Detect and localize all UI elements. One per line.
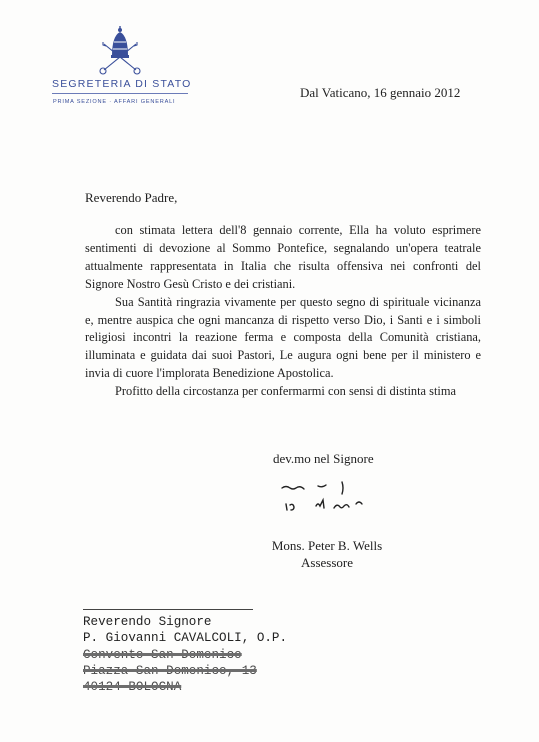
letterhead-subtitle: PRIMA SEZIONE · AFFARI GENERALI	[53, 99, 176, 105]
signer-role: Assessore	[301, 555, 353, 570]
letter-date: Dal Vaticano, 16 gennaio 2012	[300, 85, 461, 100]
address-line: Reverendo Signore	[83, 615, 212, 629]
address-line-redacted: Piazza San Domenico, 13	[83, 663, 257, 678]
paragraph-3: Profitto della circostanza per confermarmi con sensi di distinta stima	[115, 384, 456, 399]
address-line-redacted: 40124 BOLOGNA	[83, 680, 182, 695]
recipient-address	[83, 614, 287, 695]
papal-crest-icon	[98, 26, 142, 76]
signer-name: Mons. Peter B. Wells	[271, 538, 383, 553]
paragraph-2: Sua Santità ringrazia vivamente per questo segno di spirituale vicinanza e, mentre auspica che ogni mancanza di rispetto verso Dio, i Santi e i simboli religiosi incontri la reazione ferma e composta della Comunità cristiana, illuminata e guidata dai suoi Pastori, Le augura ogni bene per il ministero e invia di cuore l'implorata Benedizione Apostolica.	[85, 294, 481, 381]
paragraph-1: con stimata lettera dell'8 gennaio corrente, Ella ha voluto esprimere sentimenti di devozione al Sommo Pontefice, segnalando un'opera teatrale attualmente rappresentata in Italia che risulta offensiva nei confronti del Signore Nostro Gesù Cristo e dei cristiani.	[85, 223, 481, 291]
address-line: P. Giovanni CAVALCOLI, O.P.	[83, 631, 288, 646]
closing: dev.mo nel Signore	[273, 451, 374, 466]
letter-body	[85, 222, 481, 401]
salutation: Reverendo Padre,	[85, 190, 178, 205]
address-rule	[83, 609, 253, 610]
letterhead-rule	[52, 93, 188, 94]
letterhead-title: SEGRETERIA DI STATO	[52, 78, 192, 90]
signer-block	[267, 537, 387, 571]
handwritten-signature	[272, 474, 382, 516]
address-line-redacted: Convento San Domenico	[83, 647, 242, 662]
